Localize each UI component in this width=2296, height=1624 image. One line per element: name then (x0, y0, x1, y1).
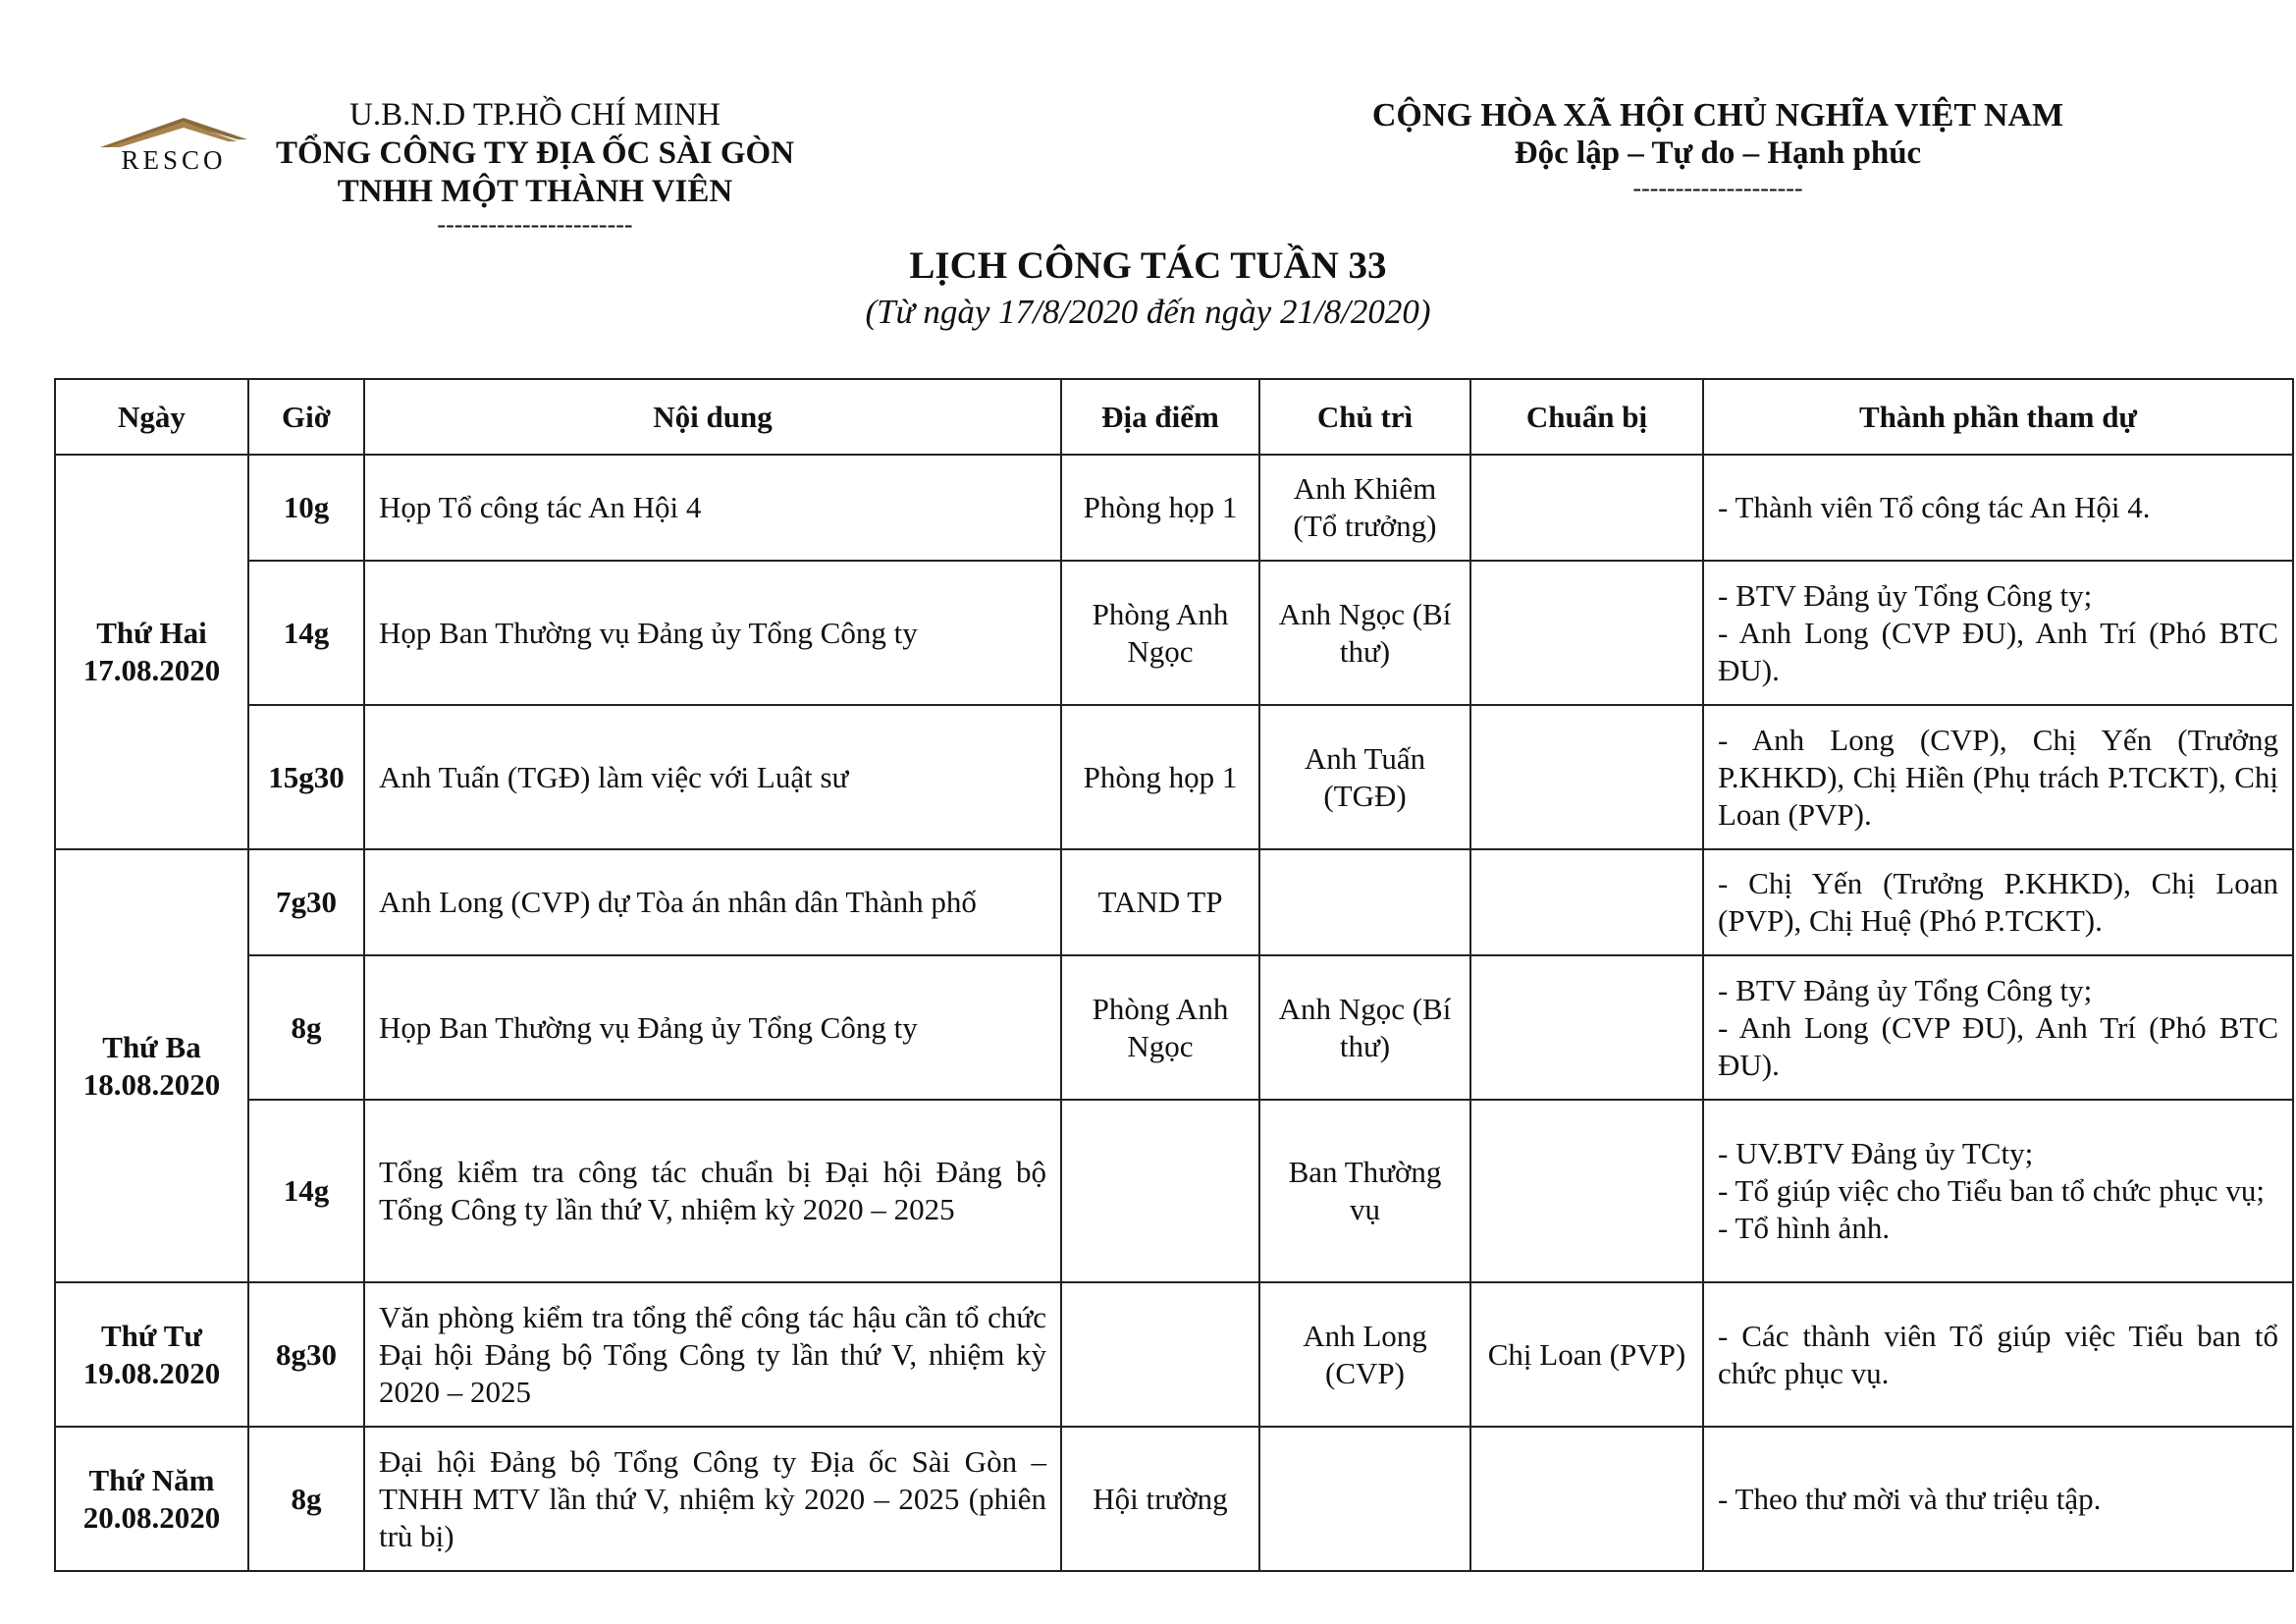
attendee-line: - Tổ hình ảnh. (1718, 1211, 1891, 1245)
national-title: CỘNG HÒA XÃ HỘI CHỦ NGHĨA VIỆT NAM (1371, 97, 2064, 134)
header-attendees: Thành phần tham dự (1703, 379, 2293, 455)
day-cell (55, 455, 248, 849)
time-cell: 14g (248, 1100, 364, 1282)
schedule-table (54, 378, 2294, 1572)
content-cell: Anh Tuấn (TGĐ) làm việc với Luật sư (364, 705, 1061, 849)
attendee-line: - Các thành viên Tổ giúp việc Tiểu ban tổ chức phục vụ. (1718, 1318, 2278, 1390)
content-cell: Họp Tổ công tác An Hội 4 (364, 455, 1061, 561)
org-line-1: U.B.N.D TP.HỒ CHÍ MINH (348, 97, 721, 133)
header-day: Ngày (55, 379, 248, 455)
place-cell: Phòng Anh Ngọc (1061, 561, 1259, 705)
attendees-cell (1703, 955, 2293, 1100)
attendee-line: - Anh Long (CVP ĐU), Anh Trí (Phó BTC ĐU). (1718, 1009, 2278, 1082)
content-cell: Họp Ban Thường vụ Đảng ủy Tổng Công ty (364, 561, 1061, 705)
day-cell (55, 1427, 248, 1571)
prep-cell (1470, 561, 1703, 705)
time-cell: 8g (248, 955, 364, 1100)
prep-cell (1470, 955, 1703, 1100)
chair-cell (1259, 849, 1470, 955)
org-line-2: TỔNG CÔNG TY ĐỊA ỐC SÀI GÒN (275, 135, 795, 171)
org-divider: ----------------------- (437, 210, 633, 239)
header-chair: Chủ trì (1259, 379, 1470, 455)
place-cell: Phòng Anh Ngọc (1061, 955, 1259, 1100)
attendees-cell (1703, 455, 2293, 561)
chair-cell: Anh Khiêm (Tổ trưởng) (1259, 455, 1470, 561)
place-cell (1061, 1100, 1259, 1282)
day-date: 20.08.2020 (82, 1499, 221, 1535)
table-row (55, 1100, 2293, 1282)
chair-cell: Ban Thường vụ (1259, 1100, 1470, 1282)
place-cell (1061, 1282, 1259, 1427)
header-place: Địa điểm (1061, 379, 1259, 455)
attendees-cell (1703, 1282, 2293, 1427)
prep-cell (1470, 1100, 1703, 1282)
prep-cell: Chị Loan (PVP) (1470, 1282, 1703, 1427)
time-cell: 8g (248, 1427, 364, 1571)
page-title: LỊCH CÔNG TÁC TUẦN 33 (909, 244, 1387, 287)
chair-cell: Anh Long (CVP) (1259, 1282, 1470, 1427)
content-cell: Đại hội Đảng bộ Tổng Công ty Địa ốc Sài Gòn – TNHH MTV lần thứ V, nhiệm kỳ 2020 – 2025 (phiên trù bị) (364, 1427, 1061, 1571)
content-cell: Anh Long (CVP) dự Tòa án nhân dân Thành phố (364, 849, 1061, 955)
place-cell: TAND TP (1061, 849, 1259, 955)
place-cell: Phòng họp 1 (1061, 705, 1259, 849)
day-name: Thứ Ba (102, 1029, 201, 1064)
national-divider: -------------------- (1632, 174, 1803, 202)
attendees-cell (1703, 705, 2293, 849)
attendees-cell (1703, 1427, 2293, 1571)
table-row (55, 705, 2293, 849)
time-cell: 8g30 (248, 1282, 364, 1427)
attendee-line: - BTV Đảng ủy Tổng Công ty; (1718, 972, 2093, 1007)
attendee-line: - Tổ giúp việc cho Tiểu ban tổ chức phục vụ; (1718, 1173, 2265, 1208)
chair-cell: Anh Ngọc (Bí thư) (1259, 955, 1470, 1100)
header-time: Giờ (248, 379, 364, 455)
attendees-cell (1703, 561, 2293, 705)
header-content: Nội dung (364, 379, 1061, 455)
prep-cell (1470, 705, 1703, 849)
table-row (55, 1282, 2293, 1427)
time-cell: 15g30 (248, 705, 364, 849)
page-subtitle: (Từ ngày 17/8/2020 đến ngày 21/8/2020) (865, 293, 1431, 331)
time-cell: 7g30 (248, 849, 364, 955)
attendee-line: - BTV Đảng ủy Tổng Công ty; (1718, 577, 2093, 613)
chair-cell: Anh Tuấn (TGĐ) (1259, 705, 1470, 849)
prep-cell (1470, 1427, 1703, 1571)
attendee-line: - Thành viên Tổ công tác An Hội 4. (1718, 490, 2151, 524)
content-cell: Tổng kiểm tra công tác chuẩn bị Đại hội Đảng bộ Tổng Công ty lần thứ V, nhiệm kỳ 2020 – 2025 (364, 1100, 1061, 1282)
header-prep: Chuẩn bị (1470, 379, 1703, 455)
attendee-line: - Anh Long (CVP), Chị Yến (Trưởng P.KHKD), Chị Hiền (Phụ trách P.TCKT), Chị Loan (PVP). (1718, 722, 2278, 832)
table-row (55, 1427, 2293, 1571)
national-header (1315, 96, 2120, 204)
table-row (55, 955, 2293, 1100)
attendee-line: - UV.BTV Đảng ủy TCty; (1718, 1136, 2034, 1170)
org-line-3: TNHH MỘT THÀNH VIÊN (337, 174, 733, 209)
chair-cell (1259, 1427, 1470, 1571)
table-row (55, 561, 2293, 705)
company-logo (90, 110, 257, 179)
time-cell: 10g (248, 455, 364, 561)
day-cell (55, 1282, 248, 1427)
organization-header (245, 96, 825, 239)
attendees-cell (1703, 849, 2293, 955)
day-date: 17.08.2020 (82, 653, 221, 687)
table-header-row (55, 379, 2293, 455)
table-row (55, 849, 2293, 955)
attendee-line: - Chị Yến (Trưởng P.KHKD), Chị Loan (PVP), Chị Huệ (Phó P.TCKT). (1718, 866, 2278, 938)
attendee-line: - Anh Long (CVP ĐU), Anh Trí (Phó BTC ĐU). (1718, 615, 2278, 687)
content-cell: Văn phòng kiểm tra tổng thể công tác hậu cần tổ chức Đại hội Đảng bộ Tổng Công ty lần thứ V, nhiệm kỳ 2020 – 2025 (364, 1282, 1061, 1427)
attendee-line: - Theo thư mời và thư triệu tập. (1718, 1481, 2102, 1516)
national-motto: Độc lập – Tự do – Hạnh phúc (1514, 135, 1922, 171)
day-date: 18.08.2020 (82, 1066, 221, 1102)
attendees-cell (1703, 1100, 2293, 1282)
day-name: Thứ Tư (101, 1318, 202, 1353)
day-name: Thứ Năm (88, 1462, 215, 1497)
roof-logo-icon (90, 110, 257, 149)
place-cell: Hội trường (1061, 1427, 1259, 1571)
time-cell: 14g (248, 561, 364, 705)
chair-cell: Anh Ngọc (Bí thư) (1259, 561, 1470, 705)
place-cell: Phòng họp 1 (1061, 455, 1259, 561)
logo-text: RESCO (121, 145, 227, 175)
day-name: Thứ Hai (96, 616, 207, 650)
prep-cell (1470, 849, 1703, 955)
content-cell: Họp Ban Thường vụ Đảng ủy Tổng Công ty (364, 955, 1061, 1100)
table-row (55, 455, 2293, 561)
prep-cell (1470, 455, 1703, 561)
day-cell (55, 849, 248, 1282)
day-date: 19.08.2020 (82, 1355, 221, 1390)
